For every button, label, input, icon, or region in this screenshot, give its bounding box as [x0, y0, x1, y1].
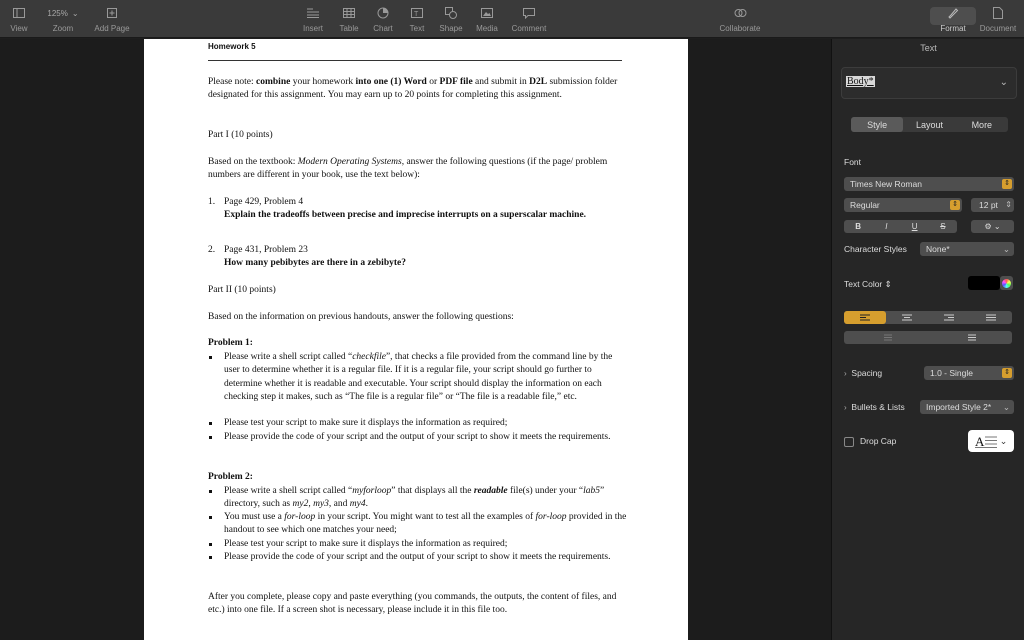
bullets-lists-label: Bullets & Lists	[851, 402, 905, 412]
media-label: Media	[476, 24, 498, 33]
chart-label: Chart	[373, 24, 393, 33]
part2-heading: Part II (10 points)	[208, 285, 276, 295]
color-wheel-button[interactable]	[1000, 276, 1013, 290]
collaborate-icon	[734, 5, 747, 21]
spacing-label: Spacing	[851, 368, 883, 378]
comment-icon	[523, 5, 535, 21]
font-family-value: Times New Roman	[850, 179, 922, 189]
text-box-icon	[411, 5, 423, 21]
svg-text:T: T	[414, 11, 419, 18]
document-button[interactable]	[976, 0, 1020, 38]
document-icon	[993, 5, 1003, 21]
underline-button[interactable]: U	[911, 222, 918, 231]
align-right-button[interactable]	[928, 311, 970, 324]
align-right-icon	[944, 314, 954, 321]
font-family-select[interactable]	[844, 177, 1014, 191]
outdent-icon	[880, 334, 892, 341]
align-left-icon	[860, 314, 870, 321]
format-button[interactable]	[934, 0, 972, 38]
character-styles-value: None*	[926, 244, 950, 254]
bullet-icon	[209, 422, 212, 425]
table-button[interactable]	[336, 0, 362, 38]
chevron-down-icon: ⌄	[71, 8, 79, 18]
problem2-title: Problem 2:	[208, 472, 253, 482]
question-1-ref: Page 429, Problem 4	[224, 197, 304, 207]
comment-button[interactable]	[510, 0, 548, 38]
bullet-icon	[209, 490, 212, 493]
bullets-lists-value: Imported Style 2*	[926, 402, 992, 412]
insert-label: Insert	[302, 24, 323, 33]
submission-note: Please note: combine your homework into one (1) Word or PDF file and submit in D2L submission folder designated for this assignment. You may earn up to 20 points for completing this assignment.	[208, 77, 618, 101]
indent-buttons	[844, 331, 1012, 344]
align-left-button[interactable]	[844, 311, 886, 324]
document-canvas	[0, 39, 831, 640]
font-label: Font	[844, 157, 862, 167]
spacing-select[interactable]	[924, 366, 1014, 380]
chevron-right-icon: ›	[844, 369, 847, 378]
advanced-options-button[interactable]	[971, 220, 1014, 233]
tab-style[interactable]: Style	[851, 117, 903, 132]
based-on-handouts: Based on the information on previous handouts, answer the following questions:	[208, 312, 514, 322]
view-label: View	[10, 24, 28, 33]
tab-layout[interactable]: Layout	[915, 119, 943, 130]
spacing-toggle[interactable]	[844, 368, 882, 378]
bullets-lists-select[interactable]	[920, 400, 1014, 414]
sidebar-icon	[13, 5, 25, 21]
character-styles-label: Character Styles	[844, 244, 907, 254]
bullet-icon	[209, 556, 212, 559]
homework-title: Homework 5	[208, 42, 256, 51]
indent-icon	[964, 334, 976, 341]
based-on-textbook: Based on the textbook: Modern Operating Systems, answer the following questions (if the page/ problem numbers are different in your book, use the text below):	[208, 157, 608, 181]
text-color-label[interactable]: Text Color ⇕	[844, 279, 892, 289]
media-icon	[481, 5, 493, 21]
table-label: Table	[339, 24, 359, 33]
updown-chevron-icon: ⇕	[1002, 179, 1012, 189]
problem1-title: Problem 1:	[208, 338, 253, 348]
bold-button[interactable]: B	[855, 222, 862, 231]
alignment-buttons	[844, 311, 1012, 324]
chevron-down-icon: ⌄	[999, 77, 1008, 88]
shape-icon	[445, 5, 457, 21]
justify-icon	[986, 314, 996, 321]
chevron-down-icon: ⌄	[1002, 244, 1010, 254]
shape-label: Shape	[439, 24, 463, 33]
font-typeface-value: Regular	[850, 200, 880, 210]
bullet-icon	[209, 516, 212, 519]
paragraph-style-selector[interactable]	[841, 67, 1017, 99]
bullets-lists-toggle[interactable]	[844, 402, 905, 412]
updown-chevron-icon: ⇕	[1002, 368, 1012, 378]
chevron-down-icon: ⌄	[1002, 402, 1010, 412]
text-button[interactable]	[404, 0, 430, 38]
question-2-text: How many pebibytes are there in a zebibyte?	[224, 258, 406, 269]
inspector-tabs	[851, 117, 1008, 132]
drop-cap-label: Drop Cap	[860, 436, 897, 446]
spacing-value: 1.0 - Single	[930, 368, 973, 378]
align-center-icon	[902, 314, 912, 321]
decrease-indent-button[interactable]	[844, 331, 928, 344]
shape-button[interactable]	[438, 0, 464, 38]
paintbrush-icon	[947, 5, 959, 21]
collaborate-label: Collaborate	[719, 24, 761, 33]
document-page[interactable]: Homework 5 Please note: combine your homework into one (1) Word or PDF file and submit in D2L submission folder designated for this assignment. You may earn up to 20 points for completing this assignment. Part I (10 points) Based on the textbook: Modern Operating Systems, answer the following questions (if the page/ problem numbers are different in your book, use the text below): 1. Page 429, Problem 4 Explain the tradeoffs between precise and imprecise interrupts on a superscalar machine. 2. Page 431, Problem 23 How many pebibytes are there in a zebibyte? Part II (10 points) Based on the information on previous handouts, answer the following questions: Problem 1: Please write a shell script called “checkfile”, that checks a file provided from the command line by the user to determine whether it is a regular file. If it is a regular file, your script should go further to determine whether it is readable and executable. Your script should display the information on each checking step it makes, such as “The file is a regular file” or “The file is a readable file,” etc. Please test your script to make sure it displays the information as required; Please provide the code of your script and the output of your script to show it meets the requirements. Problem 2: Please write a shell script called “myforloop” that displays all the readable file(s) under your “lab5” directory, such as my2, my3, and my4. You must use a for-loop in your script. You might want to test all the examples of for-loop provided in the handout to see which one matches your need; Please test your script to make sure it displays the information as required; Please provide the code of your script and the output of your script to show it meets the requirements. After you complete, please copy and paste everything (you commands, the outputs, the content of files, and etc.) into one file. If a screen shot is necessary, please include it in this file too.	[144, 39, 688, 640]
align-center-button[interactable]	[886, 311, 928, 324]
chart-button[interactable]	[370, 0, 396, 38]
tab-more[interactable]: More	[971, 119, 993, 130]
format-inspector	[831, 39, 1024, 640]
font-size-value: 12 pt	[979, 200, 998, 210]
view-button[interactable]	[4, 0, 34, 38]
add-page-button[interactable]	[90, 0, 134, 38]
stepper-icon: ⇕	[1005, 200, 1012, 209]
closing-paragraph: After you complete, please copy and paste everything (you commands, the outputs, the content of files, and etc.) into one file. If a screen shot is necessary, please include it in this file too.	[208, 592, 617, 616]
updown-chevron-icon: ⇕	[950, 200, 960, 210]
add-page-label: Add Page	[94, 24, 130, 33]
insert-button[interactable]	[300, 0, 326, 38]
question-2-number: 2.	[208, 245, 216, 255]
chart-icon	[377, 5, 389, 21]
text-style-buttons	[844, 220, 957, 233]
collaborate-button[interactable]	[716, 0, 764, 38]
question-1-text: Explain the tradeoffs between precise and imprecise interrupts on a superscalar machine.	[224, 210, 587, 221]
bullet-icon	[209, 436, 212, 439]
font-typeface-select[interactable]	[844, 198, 962, 212]
drop-cap-checkbox[interactable]	[844, 437, 854, 447]
gear-icon: ⚙ ⌄	[984, 222, 1001, 231]
format-label: Format	[940, 24, 966, 33]
color-wheel-icon	[1002, 279, 1011, 288]
paragraph-style-value: Body*	[847, 76, 874, 87]
table-icon	[343, 5, 355, 21]
comment-label: Comment	[511, 24, 547, 33]
font-size-stepper[interactable]	[971, 198, 1014, 212]
horizontal-rule	[208, 60, 622, 61]
text-label: Text	[409, 24, 425, 33]
drop-cap-style-picker[interactable]	[968, 430, 1014, 452]
bullet-icon	[209, 356, 212, 359]
text-color-swatch[interactable]	[968, 276, 1000, 290]
media-button[interactable]	[474, 0, 500, 38]
question-1-number: 1.	[208, 197, 216, 207]
chevron-right-icon: ›	[844, 403, 847, 412]
zoom-label: Zoom	[52, 24, 74, 33]
drop-cap-icon	[975, 434, 997, 448]
strikethrough-button[interactable]: S	[940, 222, 946, 231]
inspector-title: Text	[920, 43, 937, 53]
add-page-icon	[107, 5, 117, 21]
bullet-icon	[209, 543, 212, 546]
zoom-control[interactable]	[44, 0, 82, 38]
document-label: Document	[979, 24, 1017, 33]
italic-button[interactable]: I	[885, 222, 888, 231]
question-2-ref: Page 431, Problem 23	[224, 245, 308, 255]
part1-heading: Part I (10 points)	[208, 130, 273, 140]
character-styles-select[interactable]	[920, 242, 1014, 256]
toolbar	[0, 0, 1024, 38]
chevron-down-icon: ⌄	[999, 435, 1008, 446]
zoom-value: 125%	[47, 8, 68, 18]
svg-text:A: A	[974, 434, 985, 448]
justify-button[interactable]	[970, 311, 1012, 324]
increase-indent-button[interactable]	[928, 331, 1012, 344]
insert-icon	[307, 5, 319, 21]
